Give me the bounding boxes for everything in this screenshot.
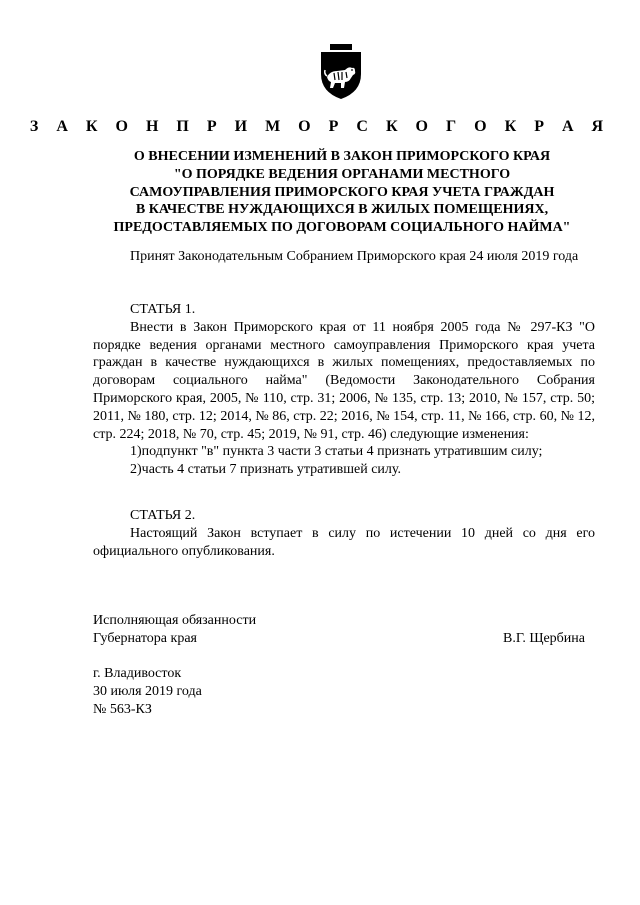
signatory-name: В.Г. Щербина [502,630,585,646]
article-1-heading: СТАТЬЯ 1. [130,302,196,317]
subject-line: "О ПОРЯДКЕ ВЕДЕНИЯ ОРГАНАМИ МЕСТНОГО [173,166,511,182]
signatory-position-line-2: Губернатора края [93,630,197,646]
subject-line: САМОУПРАВЛЕНИЯ ПРИМОРСКОГО КРАЯ УЧЕТА ГРАЖДАН [129,184,555,200]
signature-block [93,612,595,648]
article-2-heading: СТАТЬЯ 2. [130,508,196,523]
subject-line: В КАЧЕСТВЕ НУЖДАЮЩИХСЯ В ЖИЛЫХ ПОМЕЩЕНИЯХ, [135,202,549,218]
document-subject [88,148,596,237]
article-1-text: Внести в Закон Приморского края от 11 ноября 2005 года № 297-КЗ "О порядке ведения органами местного самоуправления Приморского края учета граждан в качестве нуждающихся в жилых помещениях, предоставляемых по договорам социального найма" (Ведомости Законодательного Собрания Приморского края, 2005, № 110, стр. 31; 2006, № 135, стр. 13; 2010, № 157, стр. 50; 2011, № 180, стр. 12; 2014, № 86, стр. 22; 2016, № 154, стр. 11, № 166, стр. 60, № 12, стр. 224; 2018, № 70, стр. 45; 2019, № 91, стр. 46) следующие изменения: [93,319,595,442]
law-number: № 563-КЗ [93,701,152,717]
signatory-position-line-1: Исполняющая обязанности [93,613,257,628]
document-footer [93,665,202,718]
law-title: З А К О Н П Р И М О Р С К О Г О К Р А Я [29,118,611,135]
adoption-note: Принят Законодательным Собранием Приморского края 24 июля 2019 года [130,249,579,264]
article-2-text: Настоящий Закон вступает в силу по истечении 10 дней со дня его официального опубликования. [93,525,595,559]
article-1 [93,301,595,479]
issue-city: г. Владивосток [93,666,182,681]
subject-line: ПРЕДОСТАВЛЯЕМЫХ ПО ДОГОВОРАМ СОЦИАЛЬНОГО НАЙМА" [113,220,571,236]
coat-of-arms-icon [318,44,364,100]
subject-line: О ВНЕСЕНИИ ИЗМЕНЕНИЙ В ЗАКОН ПРИМОРСКОГО КРАЯ [133,149,551,164]
article-2 [93,507,595,560]
article-1-item: 1)подпункт "в" пункта 3 части 3 статьи 4 признать утратившим силу; [130,444,543,460]
issue-date: 30 июля 2019 года [93,683,202,699]
adoption-note-block [93,248,595,266]
article-1-item: 2)часть 4 статьи 7 признать утратившей силу. [130,462,401,478]
